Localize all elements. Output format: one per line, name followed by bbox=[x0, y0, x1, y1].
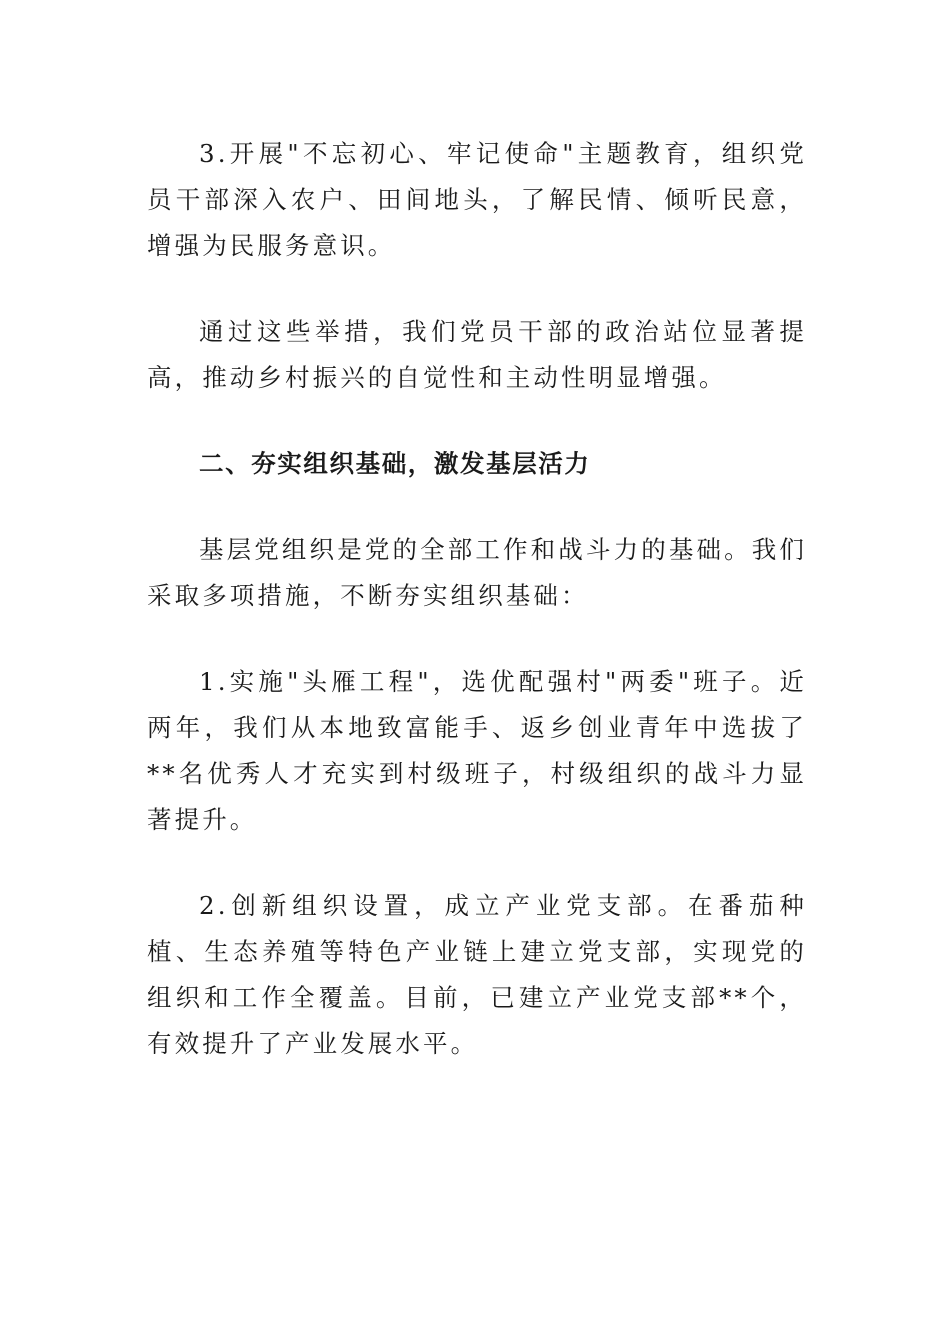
paragraph-item-2: 2.创新组织设置，成立产业党支部。在番茄种植、生态养殖等特色产业链上建立党支部，实现党的组织和工作全覆盖。目前，已建立产业党支部**个，有效提升了产业发展水平。 bbox=[147, 891, 807, 1058]
paragraph-theme-education: 3.开展"不忘初心、牢记使命"主题教育，组织党员干部深入农户、田间地头，了解民情、倾听民意，增强为民服务意识。 bbox=[147, 139, 807, 260]
paragraph-intro: 基层党组织是党的全部工作和战斗力的基础。我们采取多项措施，不断夯实组织基础： bbox=[147, 535, 807, 610]
section-heading-2: 二、夯实组织基础，激发基层活力 bbox=[199, 449, 591, 478]
document-body bbox=[147, 131, 807, 1107]
paragraph-summary: 通过这些举措，我们党员干部的政治站位显著提高，推动乡村振兴的自觉性和主动性明显增强。 bbox=[147, 317, 807, 392]
paragraph-item-1: 1.实施"头雁工程"，选优配强村"两委"班子。近两年，我们从本地致富能手、返乡创业青年中选拔了**名优秀人才充实到村级班子，村级组织的战斗力显著提升。 bbox=[147, 667, 807, 834]
